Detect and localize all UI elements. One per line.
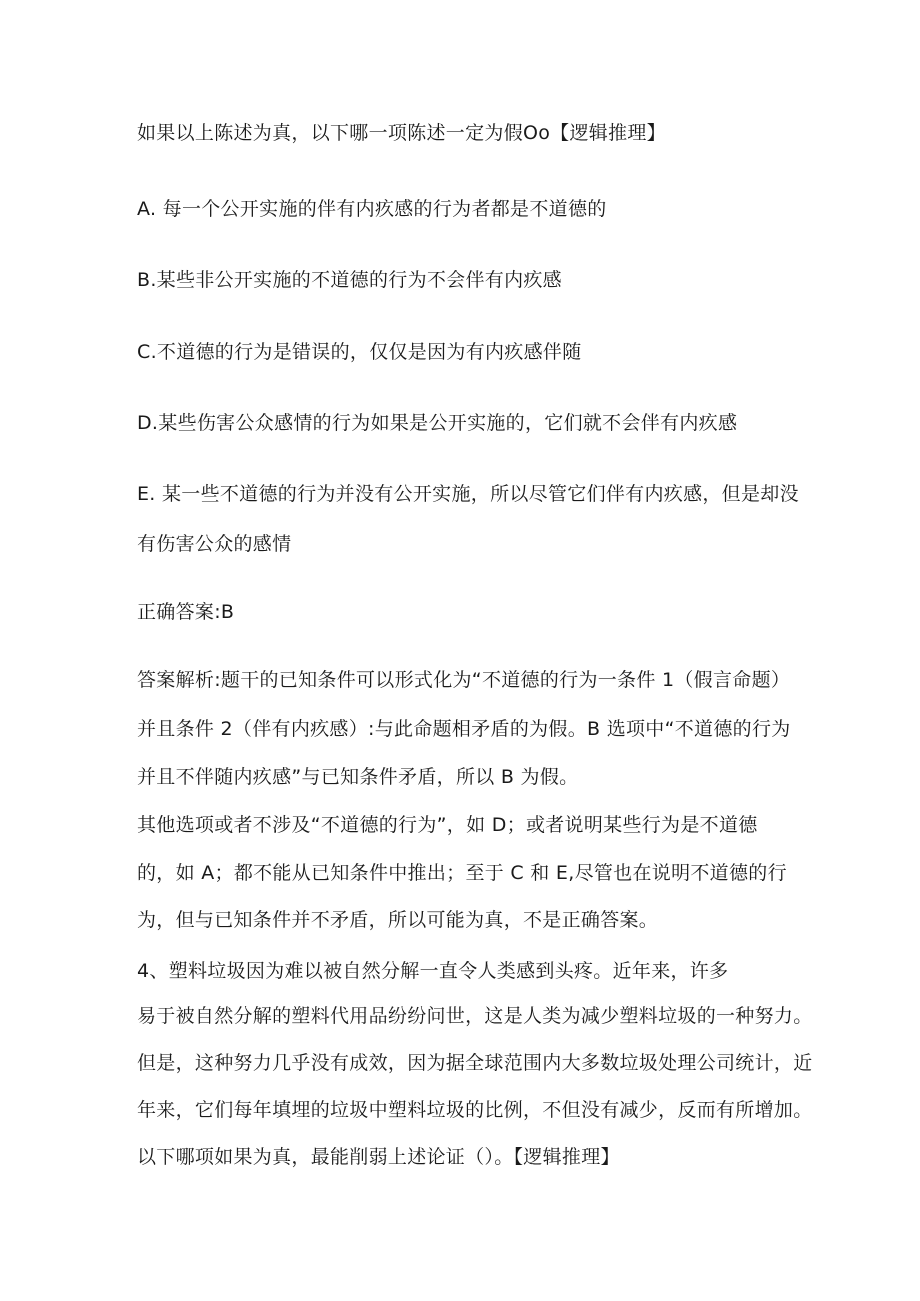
analysis-line: 其他选项或者不涉及“不道德的行为”，如 D；或者说明某些行为是不道德 xyxy=(137,814,758,836)
option-e-continued: 有伤害公众的感情 xyxy=(137,533,292,555)
option-c: C.不道德的行为是错误的，仅仅是因为有内疚感伴随 xyxy=(137,341,582,363)
option-d: D.某些伤害公众感情的行为如果是公开实施的，它们就不会伴有内疚感 xyxy=(137,412,738,434)
analysis-line: 并且条件 2（伴有内疚感）:与此命题相矛盾的为假。B 选项中“不道德的行为 xyxy=(137,718,791,740)
next-question-line: 4、塑料垃圾因为难以被自然分解一直令人类感到头疼。近年来，许多 xyxy=(137,960,729,982)
next-question-line: 年来，它们每年填埋的垃圾中塑料垃圾的比例，不但没有减少，反而有所增加。 xyxy=(137,1099,813,1121)
analysis-line: 的，如 A；都不能从已知条件中推出；至于 C 和 E,尽管也在说明不道德的行 xyxy=(137,862,787,884)
option-a: A. 每一个公开实施的伴有内疚感的行为者都是不道德的 xyxy=(137,198,607,220)
correct-answer: 正确答案:B xyxy=(137,601,235,623)
next-question-line: 但是，这种努力几乎没有成效，因为据全球范围内大多数垃圾处理公司统计，近 xyxy=(137,1052,813,1074)
question-prompt: 如果以上陈述为真，以下哪一项陈述一定为假Oo【逻辑推理】 xyxy=(137,122,666,144)
option-b: B.某些非公开实施的不道德的行为不会伴有内疚感 xyxy=(137,269,562,291)
analysis-line: 答案解析:题干的已知条件可以形式化为“不道德的行为一条件 1（假言命题） xyxy=(137,669,791,691)
option-e: E. 某一些不道德的行为并没有公开实施，所以尽管它们伴有内疚感，但是却没 xyxy=(137,483,799,505)
next-question-line: 以下哪项如果为真，最能削弱上述论证（）。【逻辑推理】 xyxy=(137,1146,620,1168)
analysis-line: 并且不伴随内疚感”与已知条件矛盾，所以 B 为假。 xyxy=(137,766,579,788)
next-question-line: 易于被自然分解的塑料代用品纷纷问世，这是人类为减少塑料垃圾的一种努力。 xyxy=(137,1005,813,1027)
analysis-line: 为，但与已知条件并不矛盾，所以可能为真，不是正确答案。 xyxy=(137,909,659,931)
